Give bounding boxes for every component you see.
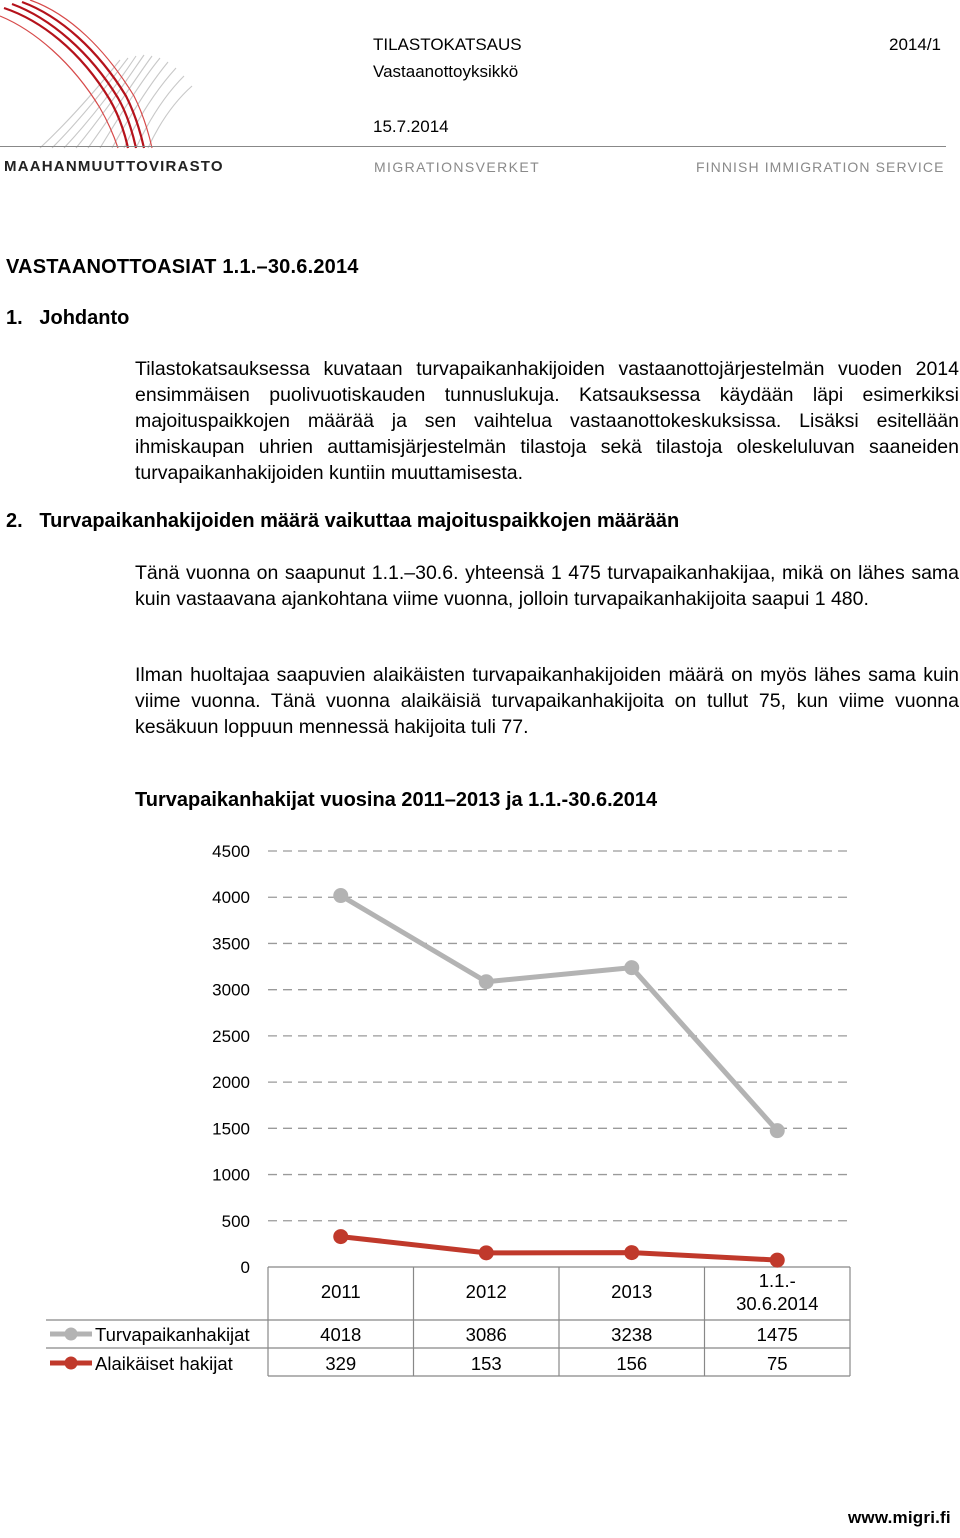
header-rule (0, 146, 946, 147)
legend-series-name: Turvapaikanhakijat (95, 1324, 250, 1345)
table-value: 1475 (756, 1324, 798, 1345)
report-date: 15.7.2014 (373, 117, 449, 136)
category-label: 30.6.2014 (736, 1293, 819, 1314)
table-value: 329 (325, 1353, 357, 1374)
agency-name-fi: MAAHANMUUTTOVIRASTO (4, 158, 224, 175)
table-value: 4018 (320, 1324, 362, 1345)
data-point (479, 1245, 494, 1260)
asylum-seekers-line-chart (0, 830, 960, 1390)
table-value: 3086 (465, 1324, 507, 1345)
y-tick-label: 2000 (212, 1073, 250, 1093)
legend-series-name: Alaikäiset hakijat (95, 1353, 233, 1374)
category-label: 2013 (611, 1281, 653, 1302)
document-title: VASTAANOTTOASIAT 1.1.–30.6.2014 (6, 256, 359, 278)
data-point (479, 974, 494, 989)
legend-key-marker (65, 1357, 78, 1370)
chart-title: Turvapaikanhakijat vuosina 2011–2013 ja 1.1.-30.6.2014 (135, 789, 658, 811)
data-point (770, 1123, 785, 1138)
category-label: 2012 (465, 1281, 507, 1302)
data-point (624, 1245, 639, 1260)
report-number: 2014/1 (889, 35, 941, 54)
unit-name: Vastaanottoyksikkö (373, 62, 519, 81)
y-tick-label: 4000 (212, 888, 250, 908)
section-2-paragraph-2: Ilman huoltajaa saapuvien alaikäisten turvapaikanhakijoiden määrä on myös lähes sama kuin viime vuonna. Tänä vuonna alaikäisiä turvapaikanhakijoita on tullut 75, kun viime vuonna kesäkuun loppuun mennessä hakijoita tuli 77. (135, 664, 959, 738)
category-label: 2011 (320, 1281, 361, 1302)
y-tick-label: 3000 (212, 980, 250, 1000)
y-tick-label: 1000 (212, 1165, 250, 1185)
table-value: 156 (616, 1353, 648, 1374)
data-point (770, 1253, 785, 1268)
y-tick-label: 4500 (212, 842, 250, 861)
report-type: TILASTOKATSAUS (373, 35, 522, 54)
legend-key-marker (65, 1328, 78, 1341)
series-line-1 (341, 896, 778, 1131)
agency-name-en: FINNISH IMMIGRATION SERVICE (696, 159, 945, 175)
category-label: 1.1.- (758, 1270, 796, 1291)
agency-logo-emblem (0, 0, 215, 150)
y-tick-label: 2500 (212, 1026, 250, 1046)
table-value: 153 (470, 1353, 502, 1374)
table-value: 75 (766, 1353, 788, 1374)
y-tick-label: 3500 (212, 934, 250, 954)
agency-name-sv: MIGRATIONSVERKET (374, 159, 541, 175)
section-1-paragraph: Tilastokatsauksessa kuvataan turvapaikanhakijoiden vastaanottojärjestelmän vuoden 2014 ensimmäisen puolivuotiskauden tunnuslukuja. Katsauksessa käydään läpi esimerkiksi majoituspaikkojen määrää ja sen vaihtelua vastaanottokeskuksissa. Lisäksi esitellään ihmiskaupan uhrien auttamisjärjestelmän tilastoja sekä tilastoja oleskeluluvan saaneiden turvapaikanhakijoiden kuntiin muuttamisesta. (135, 358, 959, 484)
footer-url[interactable]: www.migri.fi (848, 1508, 951, 1527)
data-point (333, 1229, 348, 1244)
y-tick-label: 500 (221, 1211, 250, 1231)
table-value: 3238 (611, 1324, 653, 1345)
y-tick-label: 0 (240, 1258, 250, 1277)
section-1-heading: 1. Johdanto (6, 307, 130, 329)
y-tick-label: 1500 (212, 1119, 250, 1139)
section-2-paragraph-1: Tänä vuonna on saapunut 1.1.–30.6. yhteensä 1 475 turvapaikanhakijaa, mikä on lähes sama kuin vastaavana ajankohtana viime vuonna, jolloin turvapaikanhakijoita saapui 1 480. (135, 562, 959, 610)
data-point (624, 960, 639, 975)
series-line-2 (341, 1237, 778, 1260)
data-point (333, 888, 348, 903)
section-2-heading: 2. Turvapaikanhakijoiden määrä vaikuttaa majoituspaikkojen määrään (6, 510, 680, 532)
